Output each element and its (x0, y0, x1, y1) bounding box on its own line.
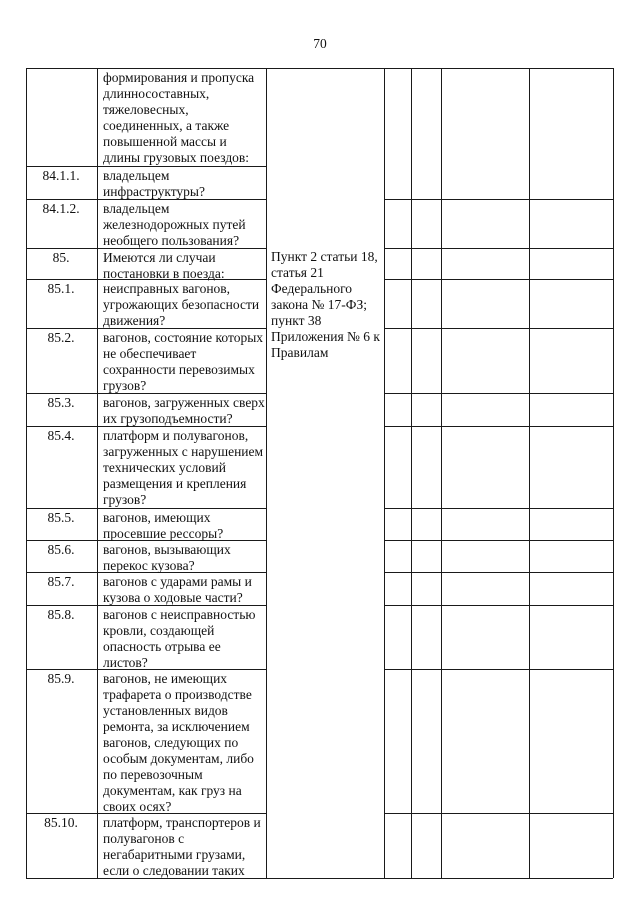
answer-row-divider (384, 540, 613, 541)
answer-row-divider (384, 426, 613, 427)
answer-row-divider (384, 328, 613, 329)
answer-row-divider (384, 508, 613, 509)
table-border-top (26, 68, 613, 69)
row-number: 85.5. (47, 510, 75, 525)
answer-row-divider (384, 279, 613, 280)
table-border-left (26, 68, 27, 878)
row-divider (26, 166, 266, 167)
column-divider-na (529, 68, 530, 878)
row-question: владельцем железнодорожных путей необщего пользования? (103, 201, 246, 248)
column-divider-no (441, 68, 442, 878)
row-question: платформ и полувагонов, загруженных с нарушением технических условий размещения и крепления грузов? (103, 428, 264, 507)
row-question: владельцем инфраструктуры? (103, 168, 205, 199)
answer-row-divider (384, 605, 613, 606)
column-divider-number (97, 68, 98, 878)
row-number: 85.9. (47, 671, 75, 686)
row-question: вагонов с неисправностью кровли, создающей опасность отрыва ее листов? (103, 607, 256, 670)
table-border-right (613, 68, 614, 878)
page-number: 70 (313, 36, 327, 51)
row-question: Имеются ли случаи постановки в поезда: (103, 250, 225, 281)
row-question: вагонов, не имеющих трафарета о производстве установленных видов ремонта, за исключением вагонов, следующих по особым документам, либо по перевозочным документам, как груз на своих осях? (103, 671, 254, 814)
answer-row-divider (384, 199, 613, 200)
row-number: 85.4. (47, 428, 75, 443)
row-number: 85.2. (47, 330, 75, 345)
row-question: платформ, транспортеров и полувагонов с негабаритными грузами, если о следовании таких (103, 815, 261, 878)
row-number: 85.1. (47, 281, 75, 296)
answer-row-divider (384, 572, 613, 573)
row-number: 85.7. (47, 574, 75, 589)
row-number: 85.8. (47, 607, 75, 622)
row-number: 84.1.1. (42, 168, 80, 183)
row-question: вагонов с ударами рамы и кузова о ходовые части? (103, 574, 252, 605)
column-divider-yes (411, 68, 412, 878)
row-question: вагонов, вызывающих перекос кузова? (103, 542, 231, 573)
answer-row-divider (384, 393, 613, 394)
row-question: вагонов, загруженных сверх их грузоподъемности? (103, 395, 265, 426)
row-number: 85.6. (47, 542, 75, 557)
row-number: 85. (52, 250, 70, 265)
answer-row-divider (384, 248, 613, 249)
answer-row-divider (384, 813, 613, 814)
answer-row-divider (384, 669, 613, 670)
row-number: 85.3. (47, 395, 75, 410)
column-divider-question (266, 68, 267, 878)
row-number: 84.1.2. (42, 201, 80, 216)
row-divider (26, 508, 266, 509)
continued-question-text: формирования и пропуска длинносоставных, тяжеловесных, соединенных, а также повышенной массы и длины грузовых поездов: (103, 70, 255, 165)
row-question: вагонов, имеющих просевшие рессоры? (103, 510, 224, 541)
column-divider-legal (384, 68, 385, 878)
row-question: вагонов, состояние которых не обеспечивает сохранности перевозимых грузов? (103, 330, 264, 393)
row-question: неисправных вагонов, угрожающих безопасности движения? (103, 281, 260, 328)
legal-reference: Пункт 2 статьи 18, статья 21 Федерального закона № 17-ФЗ; пункт 38 Приложения № 6 к Правилам (271, 249, 380, 360)
row-number: 85.10. (44, 815, 78, 830)
